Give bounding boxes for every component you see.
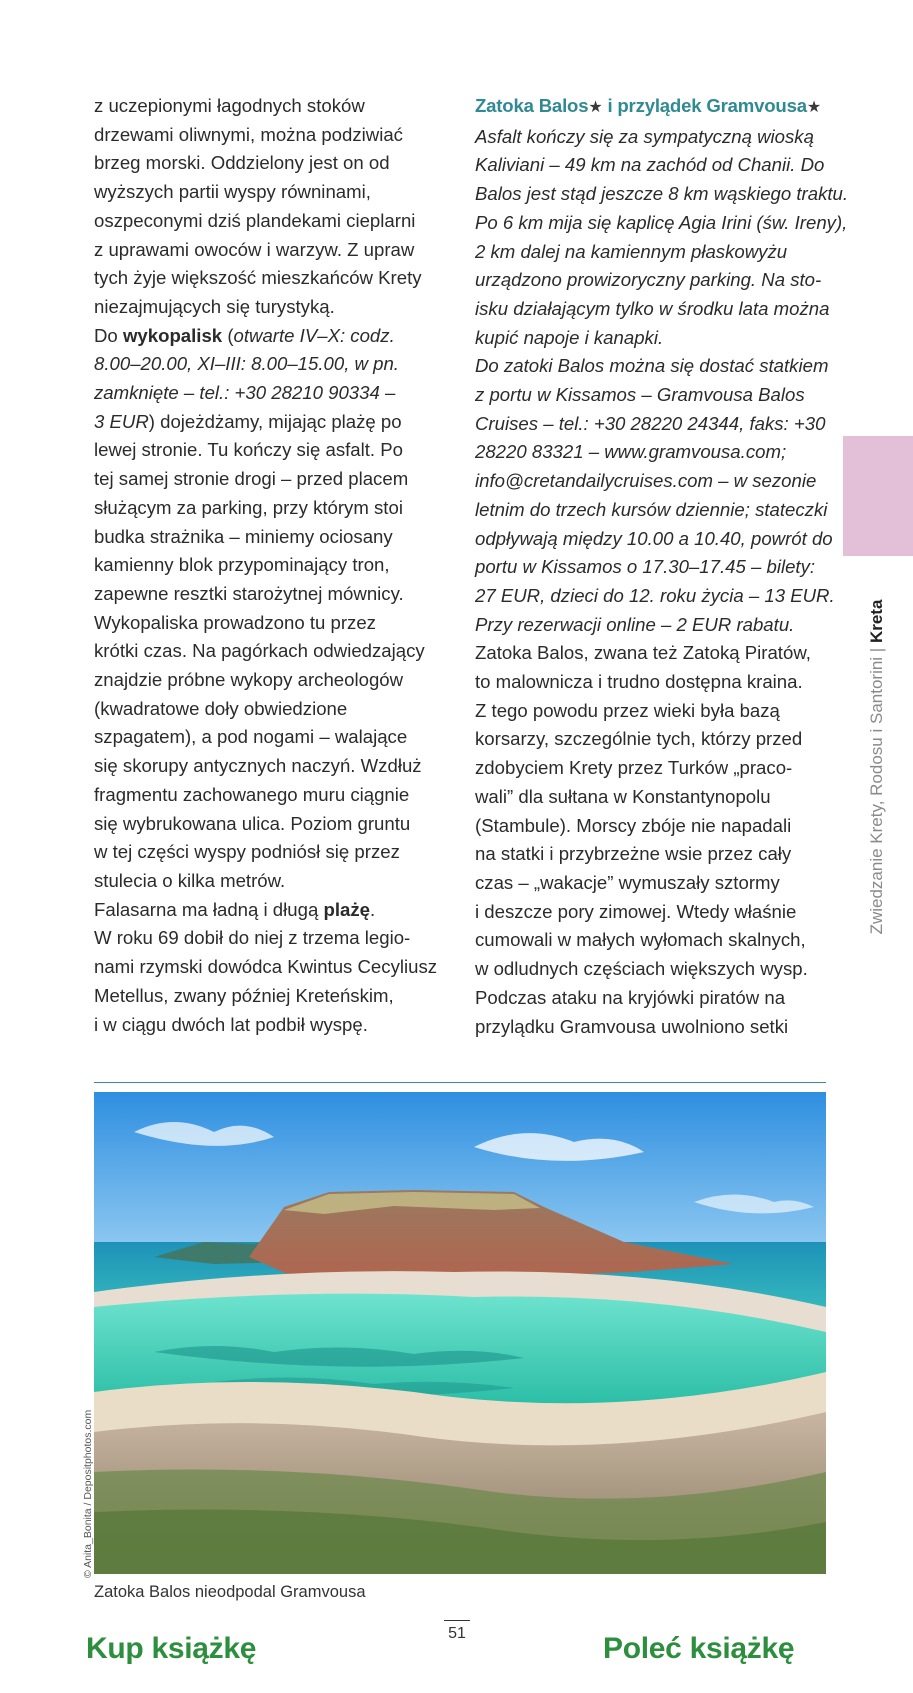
chapter-name: Kreta: [867, 599, 886, 644]
text-line: Przy rezerwacji online – 2 EUR rabatu.: [475, 613, 795, 635]
heading-part-2: i przylądek Gramvousa: [602, 95, 807, 116]
text-line: drzewami oliwnymi, można podziwiać: [94, 123, 403, 145]
text-line: info@cretandailycruises.com – w sezonie: [475, 470, 817, 492]
text-line: Wykopaliska prowadzono tu przez: [94, 611, 376, 633]
left-paragraph-1: [94, 92, 459, 322]
text-line: Asfalt kończy się za sympatyczną wioską: [475, 125, 814, 147]
text-line: Po 6 km mija się kaplicę Agia Irini (św. Ireny),: [475, 211, 848, 233]
opening-hours: otwarte IV–X: codz.: [233, 324, 395, 346]
text-line: [94, 896, 459, 925]
text-line: w odludnych częściach większych wysp.: [475, 958, 808, 980]
balos-bay-photo: [94, 1092, 826, 1574]
text-line: się wybrukowana ulica. Poziom gruntu: [94, 812, 411, 834]
text-line: 28220 83321 – www.gramvousa.com;: [475, 441, 787, 463]
recommend-book-button[interactable]: Poleć książkę: [603, 1632, 795, 1665]
text-line: Kaliviani – 49 km na zachód od Chanii. Do: [475, 154, 825, 176]
photo-illustration: [94, 1092, 826, 1574]
text-line: odpływają między 10.00 a 10.40, powrót do: [475, 527, 833, 549]
excavations-paragraph: [94, 322, 459, 896]
text-line: [94, 408, 459, 437]
text-line: lewej stronie. Tu kończy się asfalt. Po: [94, 439, 404, 461]
text-line: brzeg morski. Oddzielony jest on od: [94, 152, 390, 174]
text-span: Do: [94, 324, 123, 346]
opening-hours: 8.00–20.00, XI–III: 8.00–15.00, w pn.: [94, 353, 399, 375]
text-line: niezajmujących się turystyką.: [94, 295, 335, 317]
text-line: Podczas ataku na kryjówki piratów na: [475, 986, 786, 1008]
text-line: krótki czas. Na pagórkach odwiedzający: [94, 640, 425, 662]
keyword-beach: plażę: [323, 898, 370, 920]
text-line: służącym za parking, przy którym stoi: [94, 496, 403, 518]
text-line: kamienny blok przypominający tron,: [94, 554, 390, 576]
photo-caption: Zatoka Balos nieodpodal Gramvousa: [94, 1583, 366, 1601]
text-line: zdobyciem Krety przez Turków „praco-: [475, 757, 793, 779]
text-line: nami rzymski dowódca Kwintus Cecyliusz: [94, 956, 438, 978]
text-line: zapewne resztki starożytnej mównicy.: [94, 582, 404, 604]
right-text-column: [475, 92, 849, 1041]
star-icon: ★: [806, 99, 822, 116]
text-line: (Stambule). Morscy zbóje nie napadali: [475, 814, 792, 836]
text-line: tej samej stronie drogi – przed placem: [94, 468, 409, 490]
text-span: ) dojeżdżamy, mijając plażę po: [148, 410, 402, 432]
heading-part-1: Zatoka Balos: [475, 95, 589, 116]
text-span: Falasarna ma ładną i długą: [94, 898, 324, 920]
text-line: czas – „wakacje” wymuszały sztormy: [475, 871, 780, 893]
text-line: korsarzy, szczególnie tych, którzy przed: [475, 728, 803, 750]
text-line: szpagatem), a pod nogami – walające: [94, 726, 408, 748]
photo-credit: © Anita_Bonita / Depositphotos.com: [82, 1409, 94, 1578]
pirates-paragraph: [475, 639, 837, 1041]
text-line: [94, 322, 459, 351]
text-line: 27 EUR, dzieci do 12. roku życia – 13 EUR.: [475, 584, 835, 606]
chapter-running-head: [867, 600, 887, 935]
text-line: W roku 69 dobił do niej z trzema legio-: [94, 927, 411, 949]
text-line: isku działającym tylko w środku lata można: [475, 297, 830, 319]
text-line: Balos jest stąd jeszcze 8 km wąskiego traktu.: [475, 183, 849, 205]
text-line: wyższych partii wyspy równinami,: [94, 181, 371, 203]
section-heading: [475, 92, 837, 123]
text-line: w tej części wyspy podniósł się przez: [94, 841, 400, 863]
text-line: kupić napoje i kanapki.: [475, 326, 664, 348]
text-line: cumowali w małych wyłomach skalnych,: [475, 929, 806, 951]
star-icon: ★: [588, 99, 603, 116]
book-title: Zwiedzanie Krety, Rodosu i Santorini |: [867, 643, 886, 935]
text-line: Z tego powodu przez wieki była bazą: [475, 699, 780, 721]
text-line: znajdzie próbne wykopy archeologów: [94, 669, 404, 691]
text-line: fragmentu zachowanego muru ciągnie: [94, 783, 410, 805]
history-paragraph: [94, 924, 459, 1039]
left-text-column: [94, 92, 459, 1039]
text-line: Zatoka Balos, zwana też Zatoką Piratów,: [475, 642, 811, 664]
text-line: (kwadratowe doły obwiedzione: [94, 697, 348, 719]
text-line: wali” dla sułtana w Konstantynopolu: [475, 785, 771, 807]
text-line: tych żyje większość mieszkańców Krety: [94, 267, 422, 289]
keyword-excavations: wykopalisk: [122, 324, 223, 346]
text-line: to malownicza i trudno dostępna kraina.: [475, 671, 803, 693]
opening-hours: zamknięte – tel.: +30 28210 90334 –: [94, 382, 396, 404]
photo-divider: [94, 1082, 826, 1083]
beach-paragraph: [94, 896, 459, 925]
text-span: .: [369, 898, 376, 920]
text-span: (: [222, 324, 234, 346]
text-line: i w ciągu dwóch lat podbił wyspę.: [94, 1013, 368, 1035]
text-line: przylądku Gramvousa uwolniono setki: [475, 1015, 789, 1037]
buy-book-button[interactable]: Kup książkę: [86, 1632, 257, 1665]
ticket-price: 3 EUR: [94, 410, 149, 432]
text-line: z uprawami owoców i warzyw. Z upraw: [94, 238, 415, 260]
text-line: portu w Kissamos o 17.30–17.45 – bilety:: [475, 556, 816, 578]
text-line: 2 km dalej na kamiennym płaskowyżu: [475, 240, 788, 262]
text-line: stulecia o kilka metrów.: [94, 869, 286, 891]
text-line: się skorupy antycznych naczyń. Wzdłuż: [94, 755, 422, 777]
text-line: Do zatoki Balos można się dostać statkiem: [475, 355, 829, 377]
text-line: z portu w Kissamos – Gramvousa Balos: [475, 384, 805, 406]
text-line: Cruises – tel.: +30 28220 24344, faks: +30: [475, 412, 826, 434]
text-line: letnim do trzech kursów dziennie; stateczki: [475, 498, 828, 520]
text-line: na statki i przybrzeżne wsie przez cały: [475, 843, 792, 865]
practical-info: [475, 123, 849, 640]
text-line: budka strażnika – miniemy ociosany: [94, 525, 393, 547]
text-line: Metellus, zwany później Kreteńskim,: [94, 984, 394, 1006]
text-line: urządzono prowizoryczny parking. Na sto-: [475, 269, 822, 291]
text-line: i deszcze pory zimowej. Wtedy właśnie: [475, 900, 797, 922]
text-line: z uczepionymi łagodnych stoków: [94, 95, 365, 116]
chapter-tab: [843, 436, 913, 556]
page-number: 51: [444, 1620, 470, 1643]
text-line: oszpeconymi dziś plandekami cieplarni: [94, 209, 416, 231]
